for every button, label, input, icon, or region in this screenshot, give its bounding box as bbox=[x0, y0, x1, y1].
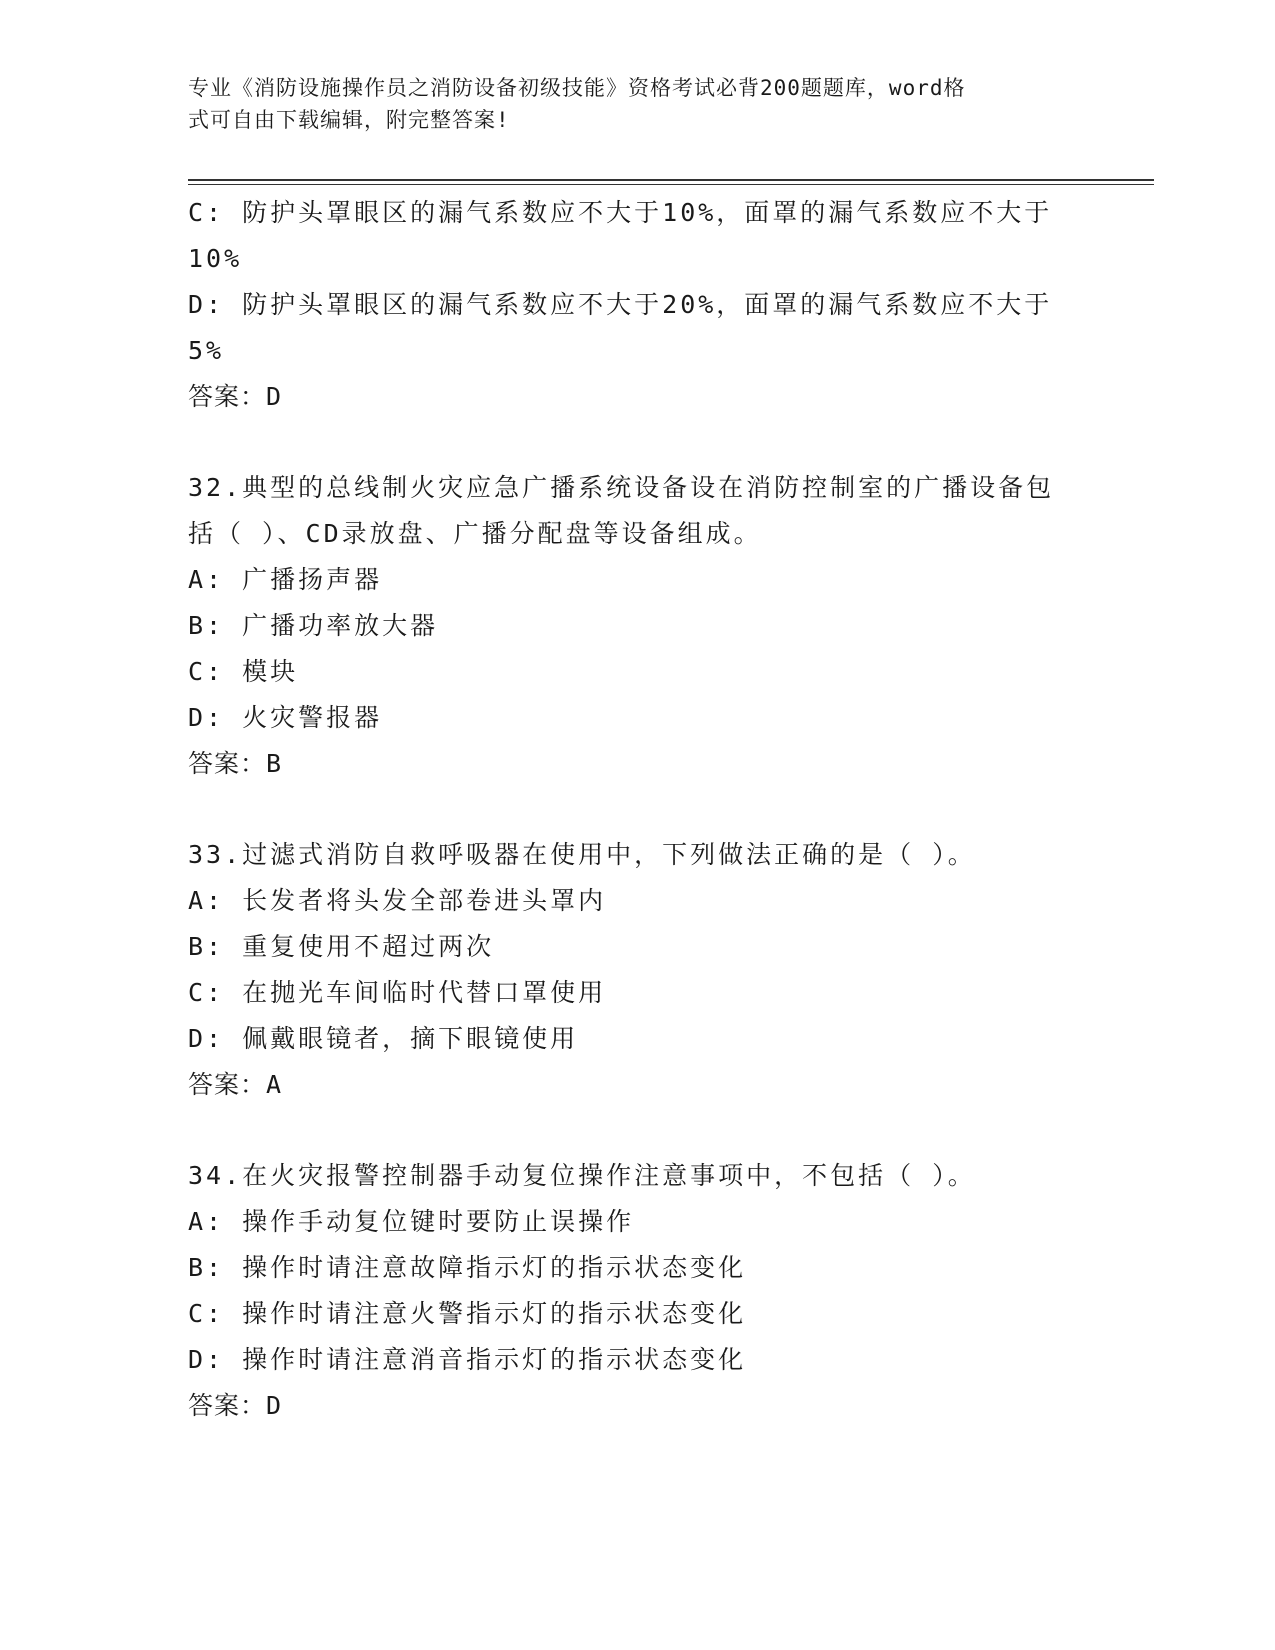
answer-label: 答案： bbox=[188, 749, 267, 778]
question-32 bbox=[188, 465, 1068, 787]
header-line-1: 专业《消防设施操作员之消防设备初级技能》资格考试必背200题题库，word格 bbox=[188, 76, 966, 100]
answer-label: 答案： bbox=[188, 1391, 267, 1420]
question-34 bbox=[188, 1153, 1068, 1429]
option-b: B: 操作时请注意故障指示灯的指示状态变化 bbox=[188, 1253, 747, 1282]
question-31-tail bbox=[188, 190, 1068, 420]
answer-value: D bbox=[266, 382, 285, 411]
header-divider-thin bbox=[188, 184, 1154, 185]
answer-row bbox=[188, 741, 1068, 787]
section-spacer bbox=[188, 1108, 1068, 1153]
option-a: A: 长发者将头发全部卷进头罩内 bbox=[188, 886, 607, 915]
option-a: A: 广播扬声器 bbox=[188, 565, 383, 594]
answer-label: 答案： bbox=[188, 382, 267, 411]
option-a: A: 操作手动复位键时要防止误操作 bbox=[188, 1207, 635, 1236]
question-stem-line-2: 括（ ）、CD录放盘、广播分配盘等设备组成。 bbox=[188, 519, 762, 548]
header-divider-thick bbox=[188, 179, 1154, 181]
option-c: C: 模块 bbox=[188, 657, 299, 686]
section-spacer bbox=[188, 420, 1068, 465]
option-c: C: 在抛光车间临时代替口罩使用 bbox=[188, 978, 607, 1007]
question-33 bbox=[188, 832, 1068, 1108]
question-stem-line-1: 34.在火灾报警控制器手动复位操作注意事项中，不包括（ ）。 bbox=[188, 1161, 976, 1190]
option-b: B: 重复使用不超过两次 bbox=[188, 932, 495, 961]
question-stem-line-1: 33.过滤式消防自救呼吸器在使用中，下列做法正确的是（ ）。 bbox=[188, 840, 976, 869]
answer-value: A bbox=[266, 1070, 285, 1099]
option-c: C: 操作时请注意火警指示灯的指示状态变化 bbox=[188, 1299, 747, 1328]
question-list bbox=[188, 190, 1068, 1429]
document-header bbox=[188, 72, 1068, 136]
option-c-line-2: 10% bbox=[188, 244, 243, 273]
header-line-2: 式可自由下载编辑，附完整答案! bbox=[188, 108, 510, 132]
option-d: D: 火灾警报器 bbox=[188, 703, 383, 732]
answer-row bbox=[188, 374, 1068, 420]
section-spacer bbox=[188, 787, 1068, 832]
option-b: B: 广播功率放大器 bbox=[188, 611, 439, 640]
option-d: D: 佩戴眼镜者，摘下眼镜使用 bbox=[188, 1024, 579, 1053]
answer-value: B bbox=[266, 749, 285, 778]
answer-value: D bbox=[266, 1391, 285, 1420]
option-d: D: 操作时请注意消音指示灯的指示状态变化 bbox=[188, 1345, 747, 1374]
option-d-line-1: D: 防护头罩眼区的漏气系数应不大于20%，面罩的漏气系数应不大于 bbox=[188, 290, 1053, 319]
option-d-line-2: 5% bbox=[188, 336, 225, 365]
answer-row bbox=[188, 1383, 1068, 1429]
answer-label: 答案： bbox=[188, 1070, 267, 1099]
option-c-line-1: C: 防护头罩眼区的漏气系数应不大于10%，面罩的漏气系数应不大于 bbox=[188, 198, 1053, 227]
question-stem-line-1: 32.典型的总线制火灾应急广播系统设备设在消防控制室的广播设备包 bbox=[188, 473, 1055, 502]
answer-row bbox=[188, 1062, 1068, 1108]
